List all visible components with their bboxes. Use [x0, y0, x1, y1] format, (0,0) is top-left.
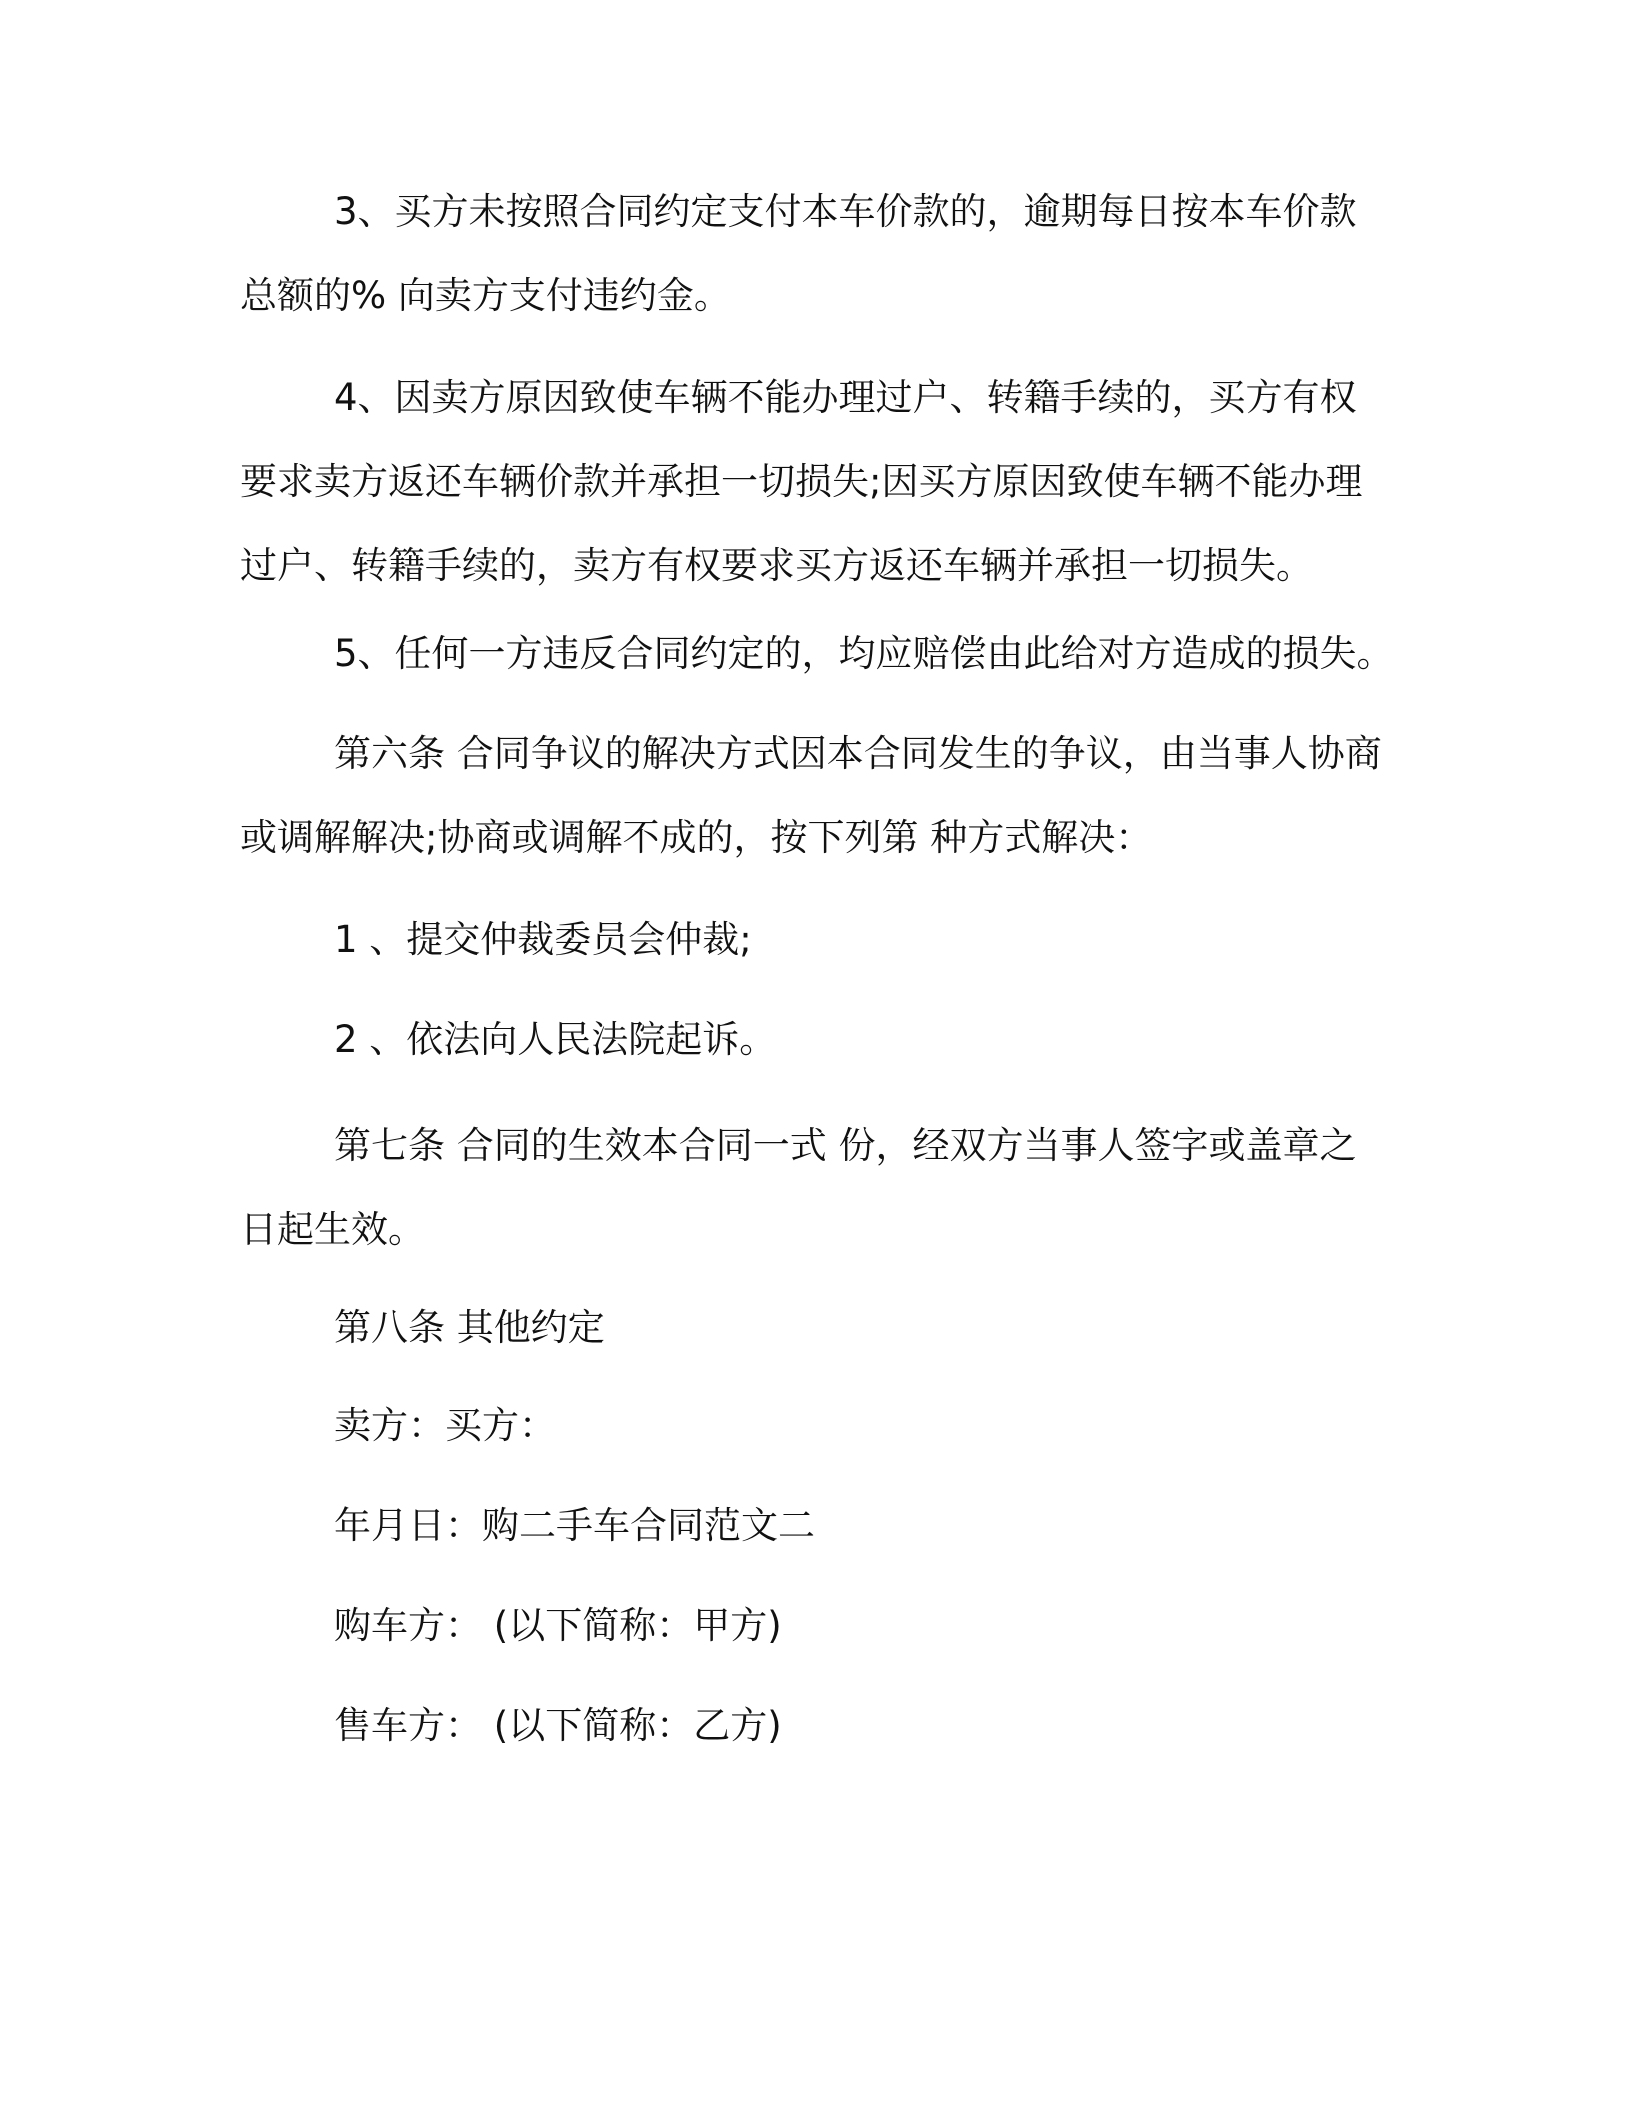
paragraph-line: 第七条 合同的生效本合同一式 份，经双方当事人签字或盖章之 — [334, 1124, 1357, 1167]
option-2-paragraph — [240, 998, 1390, 1082]
paragraph-line: 购车方： (以下简称：甲方) — [334, 1604, 782, 1647]
paragraph-line: 年月日：购二手车合同范文二 — [334, 1504, 815, 1547]
paragraph-line: 卖方：买方： — [334, 1404, 556, 1447]
seller-line — [240, 1684, 1390, 1768]
option-1-paragraph — [240, 898, 1390, 982]
paragraph-line: 日起生效。 — [240, 1208, 425, 1251]
date-and-title-line — [240, 1484, 1390, 1568]
buyer-line — [240, 1584, 1390, 1668]
paragraph-line: 1 、提交仲裁委员会仲裁; — [334, 918, 752, 961]
clause-5-paragraph — [240, 612, 1394, 696]
paragraph-line: 4、因卖方原因致使车辆不能办理过户、转籍手续的，买方有权 — [334, 376, 1357, 419]
article-6-paragraph — [240, 712, 1390, 880]
paragraph-line: 售车方： (以下简称：乙方) — [334, 1704, 782, 1747]
paragraph-line: 总额的% 向卖方支付违约金。 — [240, 274, 731, 317]
clause-3-paragraph — [240, 170, 1390, 338]
clause-4-paragraph — [240, 356, 1390, 608]
article-7-paragraph — [240, 1104, 1390, 1272]
paragraph-line: 第六条 合同争议的解决方式因本合同发生的争议，由当事人协商 — [334, 732, 1382, 775]
paragraph-line: 5、任何一方违反合同约定的，均应赔偿由此给对方造成的损失。 — [334, 632, 1394, 675]
paragraph-line: 要求卖方返还车辆价款并承担一切损失;因买方原因致使车辆不能办理 — [240, 460, 1363, 503]
paragraph-line: 3、买方未按照合同约定支付本车价款的，逾期每日按本车价款 — [334, 190, 1357, 233]
paragraph-line: 或调解解决;协商或调解不成的，按下列第 种方式解决： — [240, 816, 1153, 859]
paragraph-line: 第八条 其他约定 — [334, 1306, 605, 1349]
signature-parties-line — [240, 1384, 1390, 1468]
paragraph-line: 2 、依法向人民法院起诉。 — [334, 1018, 777, 1061]
paragraph-line: 过户、转籍手续的，卖方有权要求买方返还车辆并承担一切损失。 — [240, 544, 1313, 587]
article-8-heading — [240, 1286, 1390, 1370]
